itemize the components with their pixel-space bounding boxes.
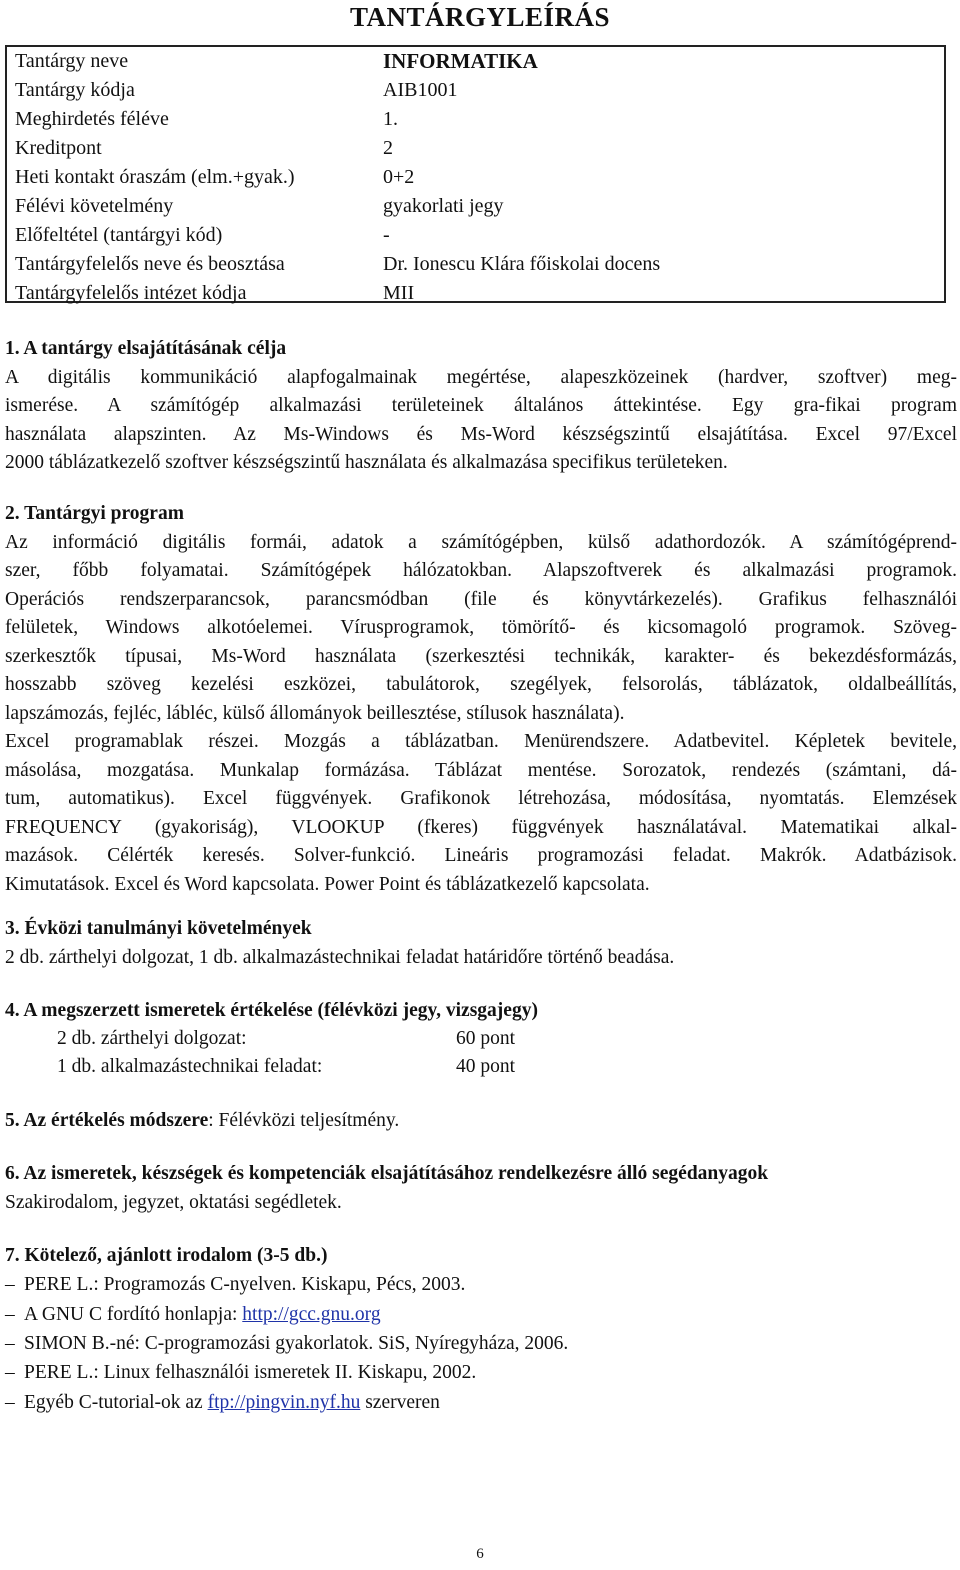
info-row-institute	[15, 279, 940, 308]
reference-text-after: szerveren	[360, 1392, 440, 1413]
section-body: : Félévközi teljesítmény.	[208, 1110, 400, 1131]
text-line: felületek, Windows alkotóelemei. Vírusprogramok, tömörítő- és kicsomagoló programok. Szöveg-	[5, 617, 957, 638]
info-label: Előfeltétel (tantárgyi kód)	[15, 224, 223, 246]
grade-item: 2 db. zárthelyi dolgozat:	[57, 1028, 247, 1049]
page-number: 6	[476, 1546, 484, 1562]
course-info-table	[5, 45, 946, 303]
section-title: 1. A tantárgy elsajátításának célja	[5, 338, 287, 359]
text-line: Excel programablak részei. Mozgás a táblázatban. Menürendszere. Adatbevitel. Képletek bevitele,	[5, 731, 957, 752]
text-line: ismerése. A számítógép alkalmazási területeinek általános áttekintése. Egy gra-fikai program	[5, 395, 957, 416]
grade-item: 1 db. alkalmazástechnikai feladat:	[57, 1056, 323, 1077]
section-title: 5. Az értékelés módszere	[5, 1110, 209, 1131]
reference-item	[5, 1330, 568, 1358]
dash-bullet: –	[5, 1362, 15, 1383]
text-line: lapszámozás, fejléc, lábléc, külső állományok beillesztése, stílusok használata).	[5, 702, 625, 724]
section-literature	[5, 1242, 957, 1271]
section-body	[5, 529, 957, 900]
text-line: szerkesztők típusai, Ms-Word használata (szerkesztési technikák, karakter- és bekezdésformázás,	[5, 645, 957, 667]
info-value: -	[383, 224, 390, 246]
text-line: tum, automatikus). Excel függvények. Grafikonok létrehozása, módosítása, nyomtatás. Elemzések	[5, 788, 957, 809]
info-value: Dr. Ionescu Klára főiskolai docens	[383, 253, 661, 275]
reference-text: PERE L.: Programozás C-nyelven. Kiskapu, Pécs, 2003.	[24, 1274, 466, 1295]
text-line: használata alapszinten. Az Ms-Windows és Ms-Word készségszintű elsajátítása. Excel 97/Excel	[5, 423, 957, 445]
text-line: Operációs rendszerparancsok, parancsmódban (file és könyvtárkezelés). Grafikus felhasználói	[5, 588, 957, 610]
section-title: 7. Kötelező, ajánlott irodalom (3-5 db.)	[5, 1245, 328, 1266]
section-title: 2. Tantárgyi program	[5, 503, 184, 524]
info-label: Tantárgyfelelős neve és beosztása	[15, 253, 285, 275]
section-program	[5, 500, 957, 899]
text-line: hosszabb szöveg kezelési eszközei, tabulátorok, szegélyek, felsorolás, táblázatok, oldalbeállítás,	[5, 674, 957, 695]
reference-text: SIMON B.-né: C-programozási gyakorlatok. SiS, Nyíregyháza, 2006.	[24, 1333, 569, 1354]
section-body	[5, 364, 957, 478]
dash-bullet: –	[5, 1304, 15, 1325]
section-materials	[5, 1160, 957, 1217]
text-line: Kimutatások. Excel és Word kapcsolata. Power Point és táblázatkezelő kapcsolata.	[5, 873, 650, 895]
info-row-course-name	[15, 47, 940, 76]
section-goal	[5, 335, 957, 478]
info-row-contact-hours	[15, 163, 940, 192]
info-value: 1.	[383, 108, 398, 130]
info-value-course-name: INFORMATIKA	[383, 49, 538, 73]
text-line: Az információ digitális formái, adatok a számítógépben, külső adathordozók. A számítógéprend-	[5, 531, 957, 553]
text-line: mazások. Célérték keresés. Solver-funkció. Lineáris programozási feladat. Makrók. Adatbázisok.	[5, 845, 957, 866]
reference-text: Egyéb C-tutorial-ok az	[24, 1392, 208, 1413]
info-label: Tantárgy neve	[15, 50, 129, 72]
section-evaluation	[5, 997, 957, 1026]
info-row-responsible	[15, 250, 940, 279]
reference-link[interactable]: ftp://pingvin.nyf.hu	[207, 1392, 361, 1413]
info-row-requirement	[15, 192, 940, 221]
text-line: FREQUENCY (gyakoriság), VLOOKUP (fkeres) függvények használatával. Matematikai alkal-	[5, 816, 957, 838]
section-method	[5, 1107, 957, 1136]
text-line: szer, főbb folyamatai. Számítógépek hálózatokban. Alapszoftverek és alkalmazási programok.	[5, 560, 957, 581]
section-title: 4. A megszerzett ismeretek értékelése (félévközi jegy, vizsgajegy)	[5, 1000, 538, 1021]
section-requirements	[5, 915, 957, 972]
info-label: Félévi követelmény	[15, 195, 174, 217]
text-line: 2000 táblázatkezelő szoftver készségszintű használata és alkalmazása specifikus területeken.	[5, 452, 728, 473]
info-label: Tantárgy kódja	[15, 79, 135, 101]
reference-text: PERE L.: Linux felhasználói ismeretek II. Kiskapu, 2002.	[24, 1362, 477, 1383]
reference-item	[5, 1271, 465, 1299]
reference-link[interactable]: http://gcc.gnu.org	[242, 1304, 381, 1325]
reference-item	[5, 1359, 476, 1387]
text-line: másolása, mozgatása. Munkalap formázása. Táblázat mentése. Sorozatok, rendezés (számtani, dá-	[5, 759, 957, 781]
info-value: MII	[383, 282, 415, 304]
info-value: 2	[383, 137, 393, 159]
reference-text: A GNU C fordító honlapja:	[24, 1304, 243, 1325]
dash-bullet: –	[5, 1274, 15, 1295]
section-title: 3. Évközi tanulmányi követelmények	[5, 918, 312, 939]
dash-bullet: –	[5, 1333, 15, 1354]
info-label: Kreditpont	[15, 137, 102, 159]
info-value: 0+2	[383, 166, 415, 188]
info-row-course-code	[15, 76, 940, 105]
grade-points: 60 pont	[456, 1028, 516, 1049]
section-body: Szakirodalom, jegyzet, oktatási segédletek.	[5, 1191, 342, 1213]
grade-points: 40 pont	[456, 1056, 516, 1077]
text-line: A digitális kommunikáció alapfogalmainak megértése, alapeszközeinek (hardver, szoftver) meg-	[5, 366, 957, 388]
info-label: Heti kontakt óraszám (elm.+gyak.)	[15, 166, 295, 188]
dash-bullet: –	[5, 1392, 15, 1413]
reference-item	[5, 1301, 381, 1329]
info-label: Tantárgyfelelős intézet kódja	[15, 282, 247, 304]
document-title: TANTÁRGYLEÍRÁS	[349, 2, 611, 32]
section-body: 2 db. zárthelyi dolgozat, 1 db. alkalmazástechnikai feladat határidőre történő beadása.	[5, 946, 675, 968]
info-row-semester	[15, 105, 940, 134]
info-value: gyakorlati jegy	[383, 195, 504, 217]
info-row-prerequisite	[15, 221, 940, 250]
section-title: 6. Az ismeretek, készségek és kompetenciák elsajátításához rendelkezésre álló segédanyagok	[5, 1163, 769, 1184]
info-value: AIB1001	[383, 79, 458, 101]
info-row-credits	[15, 134, 940, 163]
info-label: Meghirdetés féléve	[15, 108, 169, 130]
reference-item	[5, 1389, 440, 1417]
